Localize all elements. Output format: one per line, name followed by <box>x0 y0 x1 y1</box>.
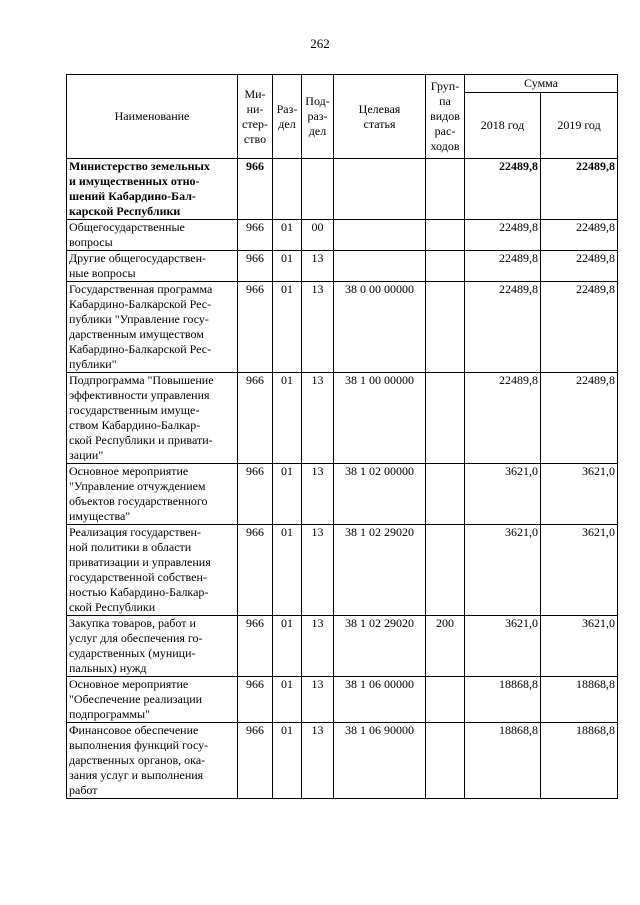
row-section: 01 <box>273 723 302 799</box>
row-group <box>426 677 465 723</box>
header-sum: Сумма <box>465 75 618 93</box>
row-ministry: 966 <box>238 723 273 799</box>
row-name: Государственная программа Кабардино-Балкарской Рес- публики "Управление госу- дарственным имуществом Кабардино-Балкарской Рес- публики" <box>67 282 238 373</box>
row-2019: 18868,8 <box>541 677 618 723</box>
row-subsection: 00 <box>302 220 334 251</box>
row-subsection: 13 <box>302 616 334 677</box>
row-2019: 22489,8 <box>541 373 618 464</box>
row-group <box>426 373 465 464</box>
row-name: Основное мероприятие "Обеспечение реализации подпрограммы" <box>67 677 238 723</box>
row-target: 38 1 06 90000 <box>334 723 426 799</box>
row-2018: 22489,8 <box>465 373 541 464</box>
table-row <box>67 616 618 677</box>
row-ministry: 966 <box>238 616 273 677</box>
row-group <box>426 723 465 799</box>
row-group <box>426 464 465 525</box>
row-section <box>273 159 302 220</box>
row-2019: 22489,8 <box>541 282 618 373</box>
row-subsection: 13 <box>302 373 334 464</box>
row-subsection: 13 <box>302 251 334 282</box>
row-ministry: 966 <box>238 282 273 373</box>
row-subsection: 13 <box>302 282 334 373</box>
row-target <box>334 220 426 251</box>
row-section: 01 <box>273 251 302 282</box>
table-row <box>67 373 618 464</box>
row-2019: 22489,8 <box>541 251 618 282</box>
row-2019: 3621,0 <box>541 464 618 525</box>
row-subsection: 13 <box>302 677 334 723</box>
table-row <box>67 159 618 220</box>
header-subsection: Под- раз- дел <box>302 75 334 159</box>
header-target: Целевая статья <box>334 75 426 159</box>
row-name: Подпрограмма "Повышение эффективности управления государственным имуще- ством Кабардино-Балкар- ской Республики и привати- зации" <box>67 373 238 464</box>
row-target: 38 1 02 29020 <box>334 616 426 677</box>
row-2018: 22489,8 <box>465 159 541 220</box>
table-header <box>67 75 618 159</box>
row-section: 01 <box>273 525 302 616</box>
row-2019: 3621,0 <box>541 525 618 616</box>
table-body <box>67 159 618 799</box>
row-section: 01 <box>273 282 302 373</box>
row-target: 38 1 02 00000 <box>334 464 426 525</box>
row-2018: 22489,8 <box>465 220 541 251</box>
row-target: 38 1 02 29020 <box>334 525 426 616</box>
header-year-2019: 2019 год <box>541 93 618 159</box>
table-row <box>67 677 618 723</box>
row-group <box>426 251 465 282</box>
row-name: Другие общегосударствен- ные вопросы <box>67 251 238 282</box>
row-target: 38 1 06 00000 <box>334 677 426 723</box>
row-group <box>426 220 465 251</box>
row-2019: 18868,8 <box>541 723 618 799</box>
row-name: Общегосударственные вопросы <box>67 220 238 251</box>
table-row <box>67 464 618 525</box>
row-name: Закупка товаров, работ и услуг для обеспечения го- сударственных (муници- пальных) нужд <box>67 616 238 677</box>
header-section: Раз- дел <box>273 75 302 159</box>
table-row <box>67 525 618 616</box>
row-section: 01 <box>273 220 302 251</box>
row-section: 01 <box>273 677 302 723</box>
table-row <box>67 220 618 251</box>
row-target: 38 1 00 00000 <box>334 373 426 464</box>
row-section: 01 <box>273 373 302 464</box>
row-section: 01 <box>273 464 302 525</box>
row-ministry: 966 <box>238 525 273 616</box>
header-ministry: Ми- ни- стер- ство <box>238 75 273 159</box>
row-subsection: 13 <box>302 464 334 525</box>
row-name: Основное мероприятие "Управление отчуждением объектов государственного имущества" <box>67 464 238 525</box>
row-section: 01 <box>273 616 302 677</box>
table-row <box>67 251 618 282</box>
row-group <box>426 282 465 373</box>
row-group <box>426 525 465 616</box>
row-2018: 3621,0 <box>465 616 541 677</box>
row-2018: 18868,8 <box>465 677 541 723</box>
row-2019: 3621,0 <box>541 616 618 677</box>
row-2018: 3621,0 <box>465 464 541 525</box>
row-name: Министерство земельных и имущественных отно- шений Кабардино-Бал- карской Республики <box>67 159 238 220</box>
header-name: Наименование <box>67 75 238 159</box>
row-name: Реализация государствен- ной политики в области приватизации и управления государственной собствен- ностью Кабардино-Балкар- ской Республики <box>67 525 238 616</box>
row-subsection: 13 <box>302 525 334 616</box>
row-2019: 22489,8 <box>541 220 618 251</box>
row-target: 38 0 00 00000 <box>334 282 426 373</box>
row-target <box>334 159 426 220</box>
row-2018: 18868,8 <box>465 723 541 799</box>
row-ministry: 966 <box>238 373 273 464</box>
row-2019: 22489,8 <box>541 159 618 220</box>
page-number: 262 <box>310 36 330 51</box>
table-row <box>67 282 618 373</box>
row-ministry: 966 <box>238 251 273 282</box>
row-ministry: 966 <box>238 159 273 220</box>
row-group <box>426 159 465 220</box>
row-ministry: 966 <box>238 464 273 525</box>
header-group: Груп- па видов рас- ходов <box>426 75 465 159</box>
row-subsection: 13 <box>302 723 334 799</box>
row-target <box>334 251 426 282</box>
row-2018: 22489,8 <box>465 282 541 373</box>
header-year-2018: 2018 год <box>465 93 541 159</box>
budget-table <box>66 74 618 799</box>
row-group: 200 <box>426 616 465 677</box>
row-ministry: 966 <box>238 220 273 251</box>
row-name: Финансовое обеспечение выполнения функций госу- дарственных органов, ока- зания услуг и выполнения работ <box>67 723 238 799</box>
row-subsection <box>302 159 334 220</box>
row-2018: 22489,8 <box>465 251 541 282</box>
row-2018: 3621,0 <box>465 525 541 616</box>
row-ministry: 966 <box>238 677 273 723</box>
table-row <box>67 723 618 799</box>
